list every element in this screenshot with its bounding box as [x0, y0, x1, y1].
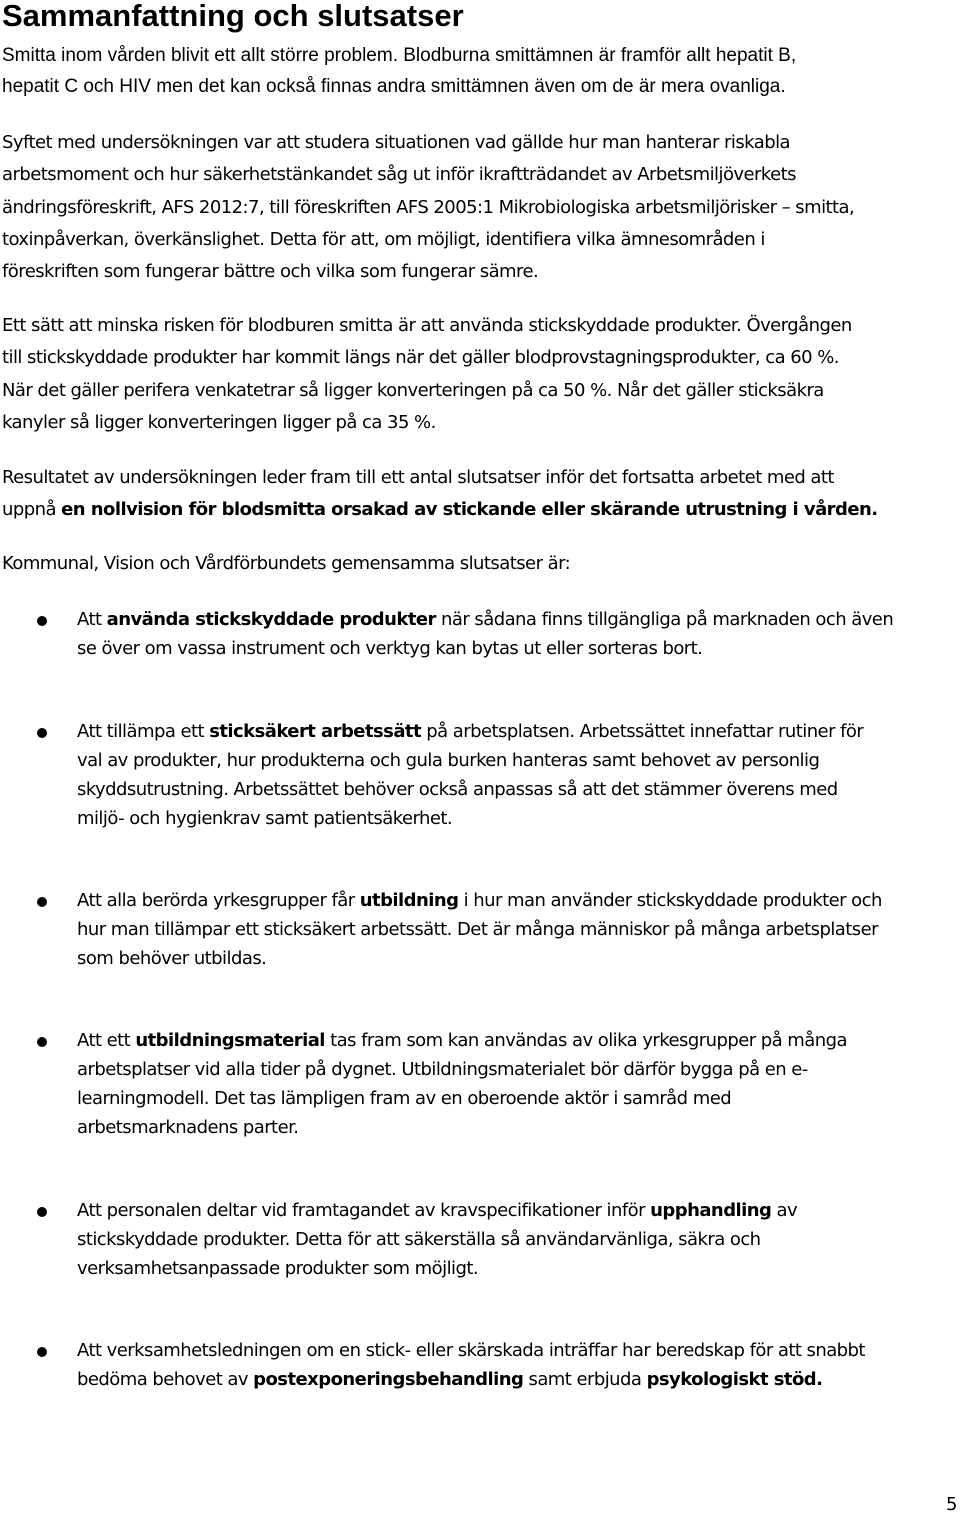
paragraph-line [2, 494, 958, 526]
paragraph-line: Syftet med undersökningen var att studera situationen vad gällde hur man hanterar riskabla [2, 132, 791, 153]
bullet-dot-icon [37, 1037, 47, 1047]
bullet-line: arbetsplatser vid alla tider på dygnet. Utbildningsmaterialet bör därför bygga på en e- [77, 1059, 808, 1080]
bullet-dot-icon [37, 728, 47, 738]
text-run: uppnå [2, 499, 62, 521]
bullet-line: Att verksamhetsledningen om en stick- eller skärskada inträffar har beredskap för att snabbt [77, 1340, 865, 1361]
bold-term: postexponeringsbehandling [253, 1369, 524, 1390]
paragraph-line: Kommunal, Vision och Vårdförbundets gemensamma slutsatser är: [2, 553, 571, 574]
bullet-dot-icon [37, 1207, 47, 1217]
paragraph-line: toxinpåverkan, överkänslighet. Detta för att, om möjligt, identifiera vilka ämnesområden i [2, 228, 765, 250]
conclusions-intro [2, 548, 958, 580]
bullet-line: verksamhetsanpassade produkter som möjligt. [77, 1258, 479, 1279]
bullet-text [77, 717, 960, 833]
bullet-line: miljö- och hygienkrav samt patientsäkerhet. [77, 808, 453, 829]
bold-term: använda stickskyddade produkter [106, 609, 436, 630]
bullet-line [77, 1196, 960, 1225]
bullet-line [77, 1026, 960, 1055]
result-paragraph [2, 462, 958, 527]
bullet-line [77, 886, 960, 915]
bullet-text [77, 1336, 960, 1394]
bullet-text [77, 886, 960, 973]
bullet-line: hur man tillämpar ett sticksäkert arbetssätt. Det är många människor på många arbetsplatser [77, 919, 878, 940]
bullet-dot-icon [37, 616, 47, 626]
bullet-line: som behöver utbildas. [77, 948, 267, 969]
bullet-text [77, 1026, 960, 1142]
text-run: tas fram som kan användas av olika yrkesgrupper på många [324, 1030, 847, 1051]
bullet-dot-icon [37, 1347, 47, 1357]
text-run: när sådana finns tillgängliga på marknaden och även [435, 609, 894, 630]
text-run: bedöma behovet av [77, 1369, 254, 1390]
text-run: Att personalen deltar vid framtagandet av kravspecifikationer inför [77, 1200, 651, 1221]
paragraph-line: till stickskyddade produkter har kommit längs när det gäller blodprovstagningsprodukter, ca 60 %. [2, 347, 839, 369]
bullet-line [77, 717, 960, 746]
paragraph-line: Ett sätt att minska risken för blodburen smitta är att använda stickskyddade produkter. Övergången [2, 315, 852, 336]
bullet-line [77, 605, 960, 634]
text-run: på arbetsplatsen. Arbetssättet innefattar rutiner för [421, 721, 864, 742]
bullet-text [77, 605, 960, 663]
text-run: Att ett [77, 1030, 136, 1051]
paragraph-line: föreskriften som fungerar bättre och vilka som fungerar sämre. [2, 261, 539, 283]
page-number: 5 [946, 1494, 958, 1515]
intro-line: hepatit C och HIV men det kan också finnas andra smittämnen även om de är mera ovanliga. [2, 76, 786, 97]
nollvision-emphasis: en nollvision för blodsmitta orsakad av stickande eller skärande utrustning i vården. [61, 499, 878, 521]
bullet-line: skyddsutrustning. Arbetssättet behöver också anpassas så att det stämmer överens med [77, 779, 838, 800]
bold-term: utbildning [359, 890, 459, 911]
bullet-line: learningmodell. Det tas lämpligen fram av en oberoende aktör i samråd med [77, 1088, 732, 1109]
bullet-line: stickskyddade produkter. Detta för att säkerställa så användarvänliga, säkra och [77, 1229, 761, 1250]
bullet-line: val av produkter, hur produkterna och gula burken hanteras samt behovet av personlig [77, 750, 820, 771]
paragraph-line: När det gäller perifera venkatetrar så ligger konverteringen på ca 50 %. Når det gäller sticksäkra [2, 379, 824, 401]
intro-line: Smitta inom vården blivit ett allt större problem. Blodburna smittämnen är framför allt hepatit B, [2, 45, 797, 66]
text-run: i hur man använder stickskyddade produkter och [458, 890, 882, 911]
bullet-text [77, 1196, 960, 1283]
text-run: Att [77, 609, 107, 630]
bold-term: upphandling [650, 1200, 772, 1221]
text-run: Att tillämpa ett [77, 721, 210, 742]
page-title: Sammanfattning och slutsatser [2, 0, 464, 33]
bullet-line [77, 1365, 960, 1394]
conversion-paragraph [2, 310, 958, 439]
text-run: samt erbjuda [523, 1369, 647, 1390]
purpose-paragraph [2, 127, 958, 288]
text-run: av [771, 1200, 798, 1221]
bullet-dot-icon [37, 897, 47, 907]
intro-paragraph [2, 40, 952, 102]
bold-term: utbildningsmaterial [135, 1030, 325, 1051]
paragraph-line: ändringsföreskrift, AFS 2012:7, till föreskriften AFS 2005:1 Mikrobiologiska arbetsmiljörisker – smitta, [2, 196, 855, 218]
bold-term: sticksäkert arbetssätt [209, 721, 422, 742]
text-run: Att alla berörda yrkesgrupper får [77, 890, 360, 911]
bold-term: psykologiskt stöd. [646, 1369, 823, 1390]
paragraph-line: Resultatet av undersökningen leder fram till ett antal slutsatser inför det fortsatta arbetet med att [2, 467, 834, 488]
paragraph-line: arbetsmoment och hur säkerhetstänkandet såg ut inför ikraftträdandet av Arbetsmiljöverkets [2, 164, 796, 186]
bullet-line: se över om vassa instrument och verktyg kan bytas ut eller sorteras bort. [77, 638, 703, 659]
bullet-line: arbetsmarknadens parter. [77, 1117, 299, 1138]
paragraph-line: kanyler så ligger konverteringen ligger på ca 35 %. [2, 411, 436, 433]
